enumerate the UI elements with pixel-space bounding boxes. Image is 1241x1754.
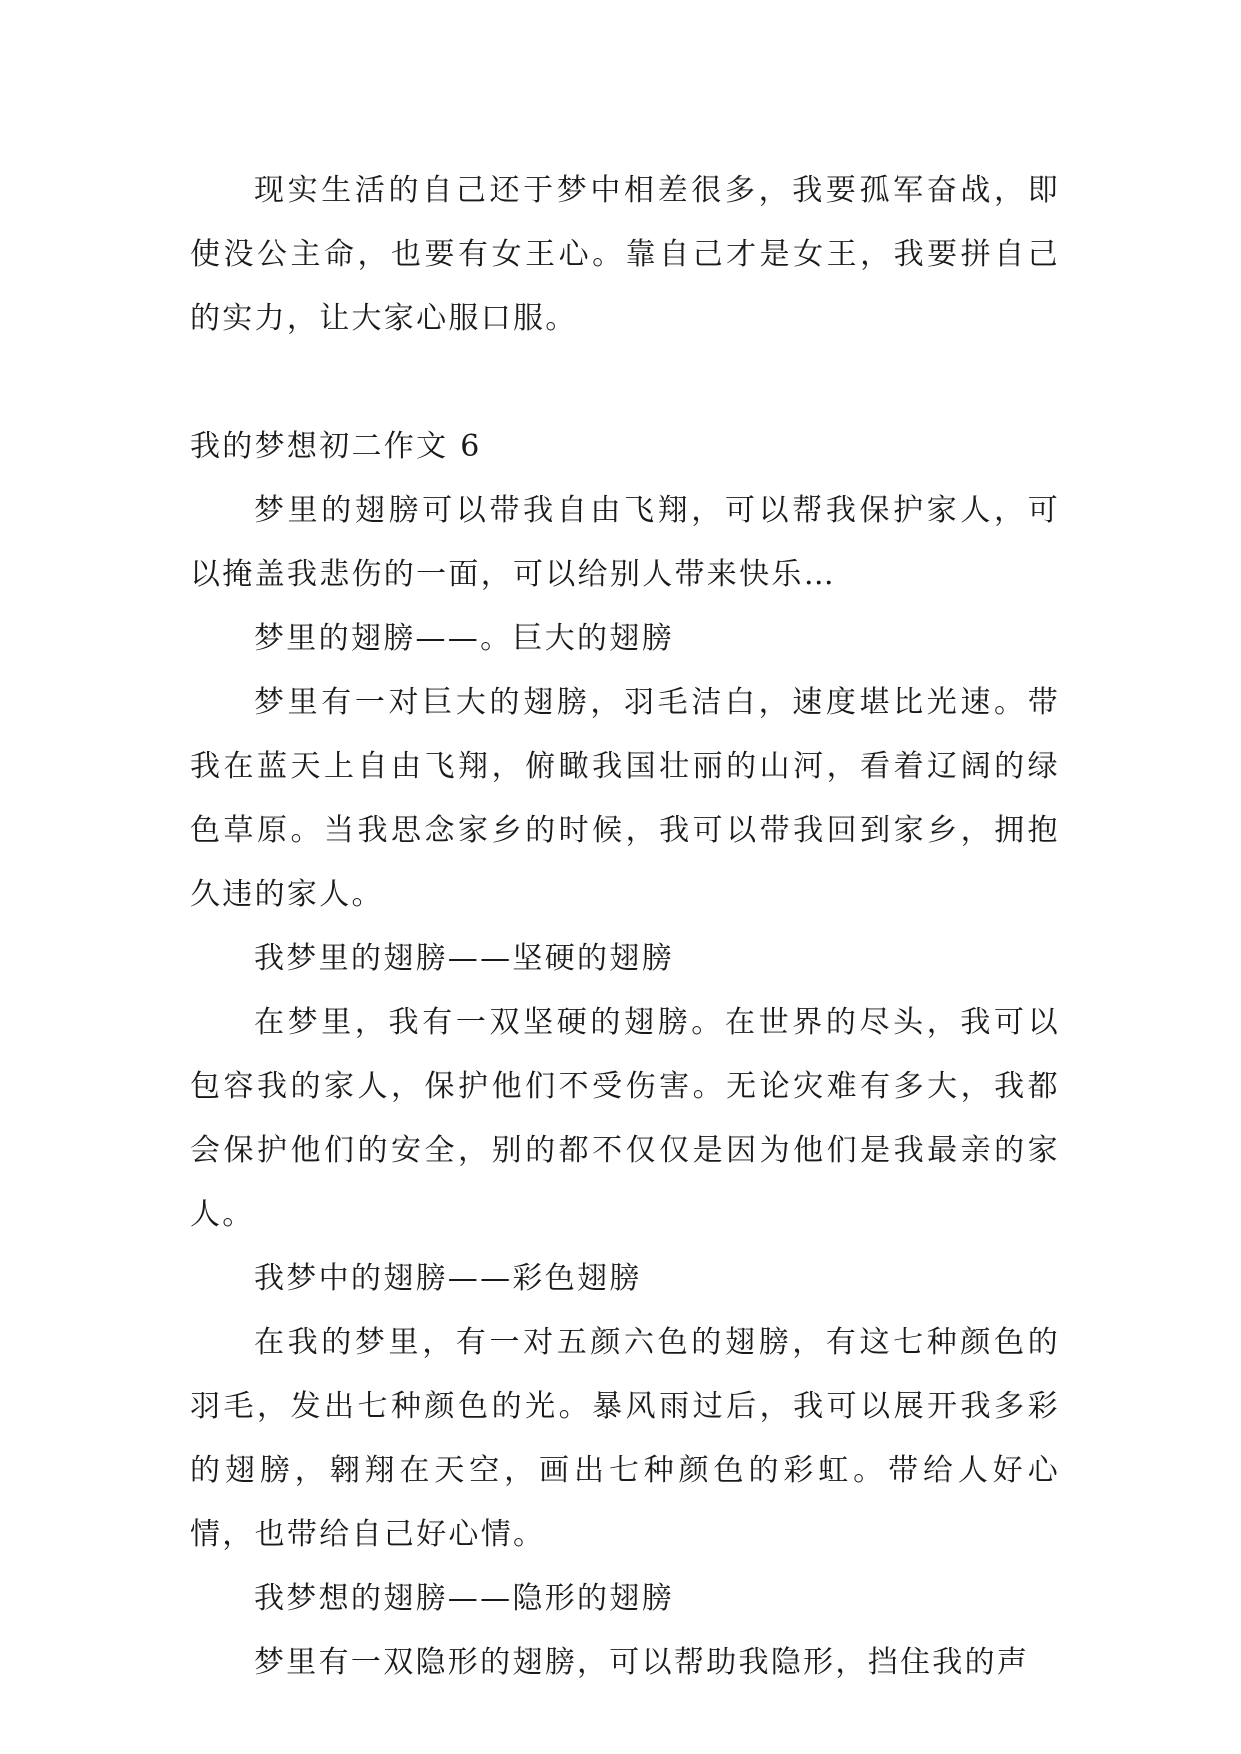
document-body <box>190 159 1060 1695</box>
paragraph-invisible-wings: 梦里有一双隐形的翅膀，可以帮助我隐形，挡住我的声 <box>254 1645 1030 1680</box>
subheading-giant-wings: 梦里的翅膀——。巨大的翅膀 <box>254 621 674 656</box>
section-spacer <box>190 351 1060 415</box>
paragraph-giant-wings: 梦里有一对巨大的翅膀，羽毛洁白，速度堪比光速。带我在蓝天上自由飞翔，俯瞰我国壮丽的山河，看着辽阔的绿色草原。当我思念家乡的时候，我可以带我回到家乡，拥抱久违的家人。 <box>190 685 1060 912</box>
paragraph-hard-wings: 在梦里，我有一双坚硬的翅膀。在世界的尽头，我可以包容我的家人，保护他们不受伤害。无论灾难有多大，我都会保护他们的安全，别的都不仅仅是因为他们是我最亲的家人。 <box>190 1005 1060 1232</box>
subheading-hard-wings: 我梦里的翅膀——坚硬的翅膀 <box>254 941 674 976</box>
intro-paragraph: 现实生活的自己还于梦中相差很多，我要孤军奋战，即使没公主命，也要有女王心。靠自己才是女王，我要拼自己的实力，让大家心服口服。 <box>190 173 1060 336</box>
section-title: 我的梦想初二作文 6 <box>190 429 482 464</box>
subheading-colorful-wings: 我梦中的翅膀——彩色翅膀 <box>254 1261 642 1296</box>
paragraph-1: 梦里的翅膀可以带我自由飞翔，可以帮我保护家人，可以掩盖我悲伤的一面，可以给别人带来快乐… <box>190 493 1060 592</box>
subheading-invisible-wings: 我梦想的翅膀——隐形的翅膀 <box>254 1581 674 1616</box>
paragraph-colorful-wings: 在我的梦里，有一对五颜六色的翅膀，有这七种颜色的羽毛，发出七种颜色的光。暴风雨过后，我可以展开我多彩的翅膀，翱翔在天空，画出七种颜色的彩虹。带给人好心情，也带给自己好心情。 <box>190 1325 1060 1552</box>
